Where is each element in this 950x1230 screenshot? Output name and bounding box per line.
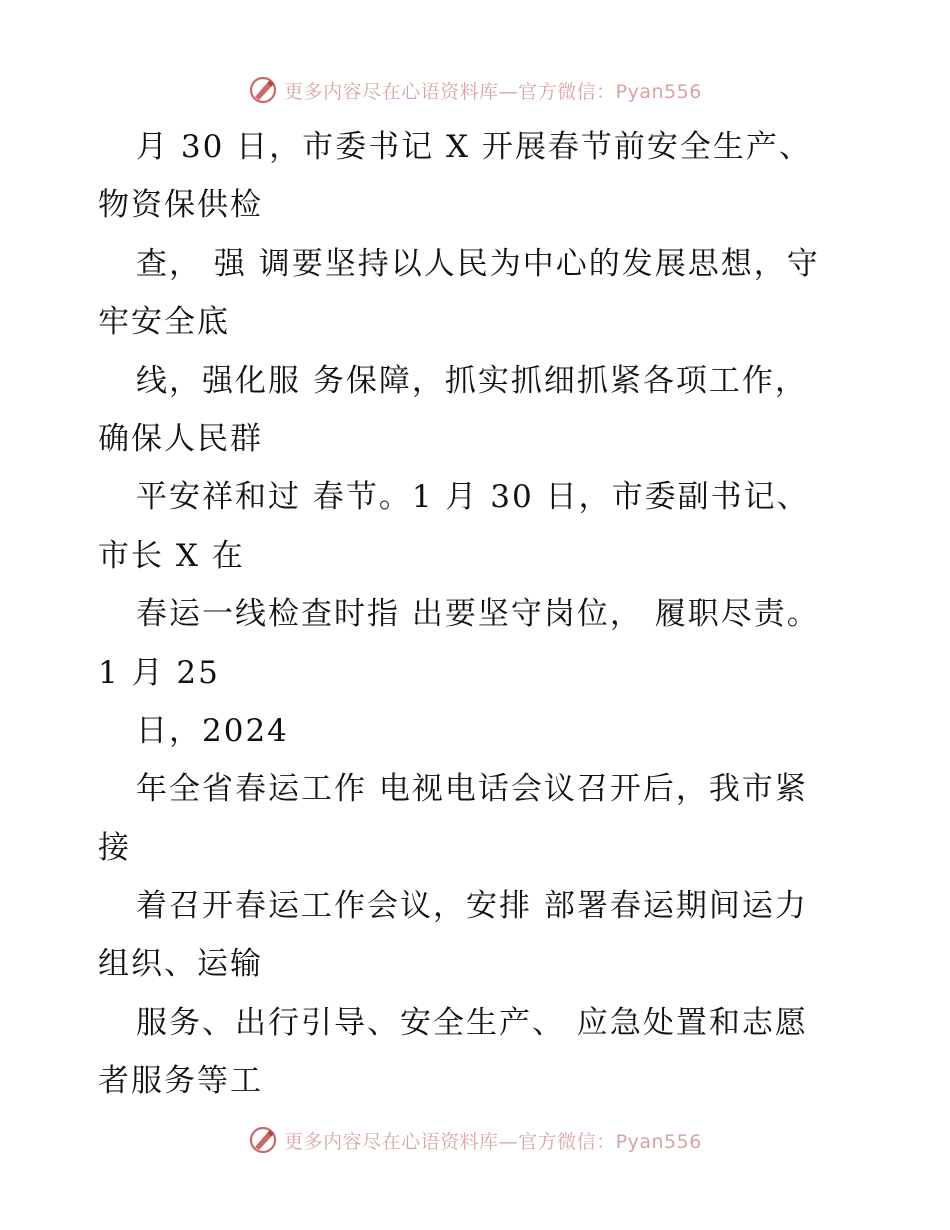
text-line: 查， 强 调要坚持以人民为中心的发展思想，守 (136, 245, 820, 282)
text-line: 牢安全底 (98, 304, 230, 341)
text-line: 服务、出行引导、安全生产、 应急处置和志愿 (136, 1004, 808, 1041)
text-line: 线，强化服 务保障，抓实抓细抓紧各项工作， (136, 362, 808, 399)
text-line: 市长 X 在 (98, 537, 245, 574)
text-line: 组织、运输 (98, 946, 263, 983)
pen-circle-logo-icon (248, 1125, 278, 1155)
watermark-text: 更多内容尽在心语资料库—官方微信：Pyan556 (284, 1130, 702, 1153)
text-line: 确保人民群 (98, 420, 263, 457)
footer-watermark (0, 1120, 950, 1160)
header-watermark (0, 70, 950, 110)
text-line: 物资保供检 (98, 187, 263, 224)
text-line: 1 月 25 (98, 654, 220, 691)
pen-circle-logo-icon (248, 75, 278, 105)
watermark-text: 更多内容尽在心语资料库—官方微信：Pyan556 (284, 80, 702, 103)
document-body (98, 118, 858, 1111)
text-line: 春运一线检查时指 出要坚守岗位， 履职尽责。 (136, 596, 820, 633)
text-line: 平安祥和过 春节。1 月 30 日，市委副书记、 (136, 479, 810, 516)
text-line: 日，2024 (136, 712, 289, 749)
text-line: 月 30 日，市委书记 X 开展春节前安全生产、 (136, 129, 812, 165)
text-line: 者服务等工 (98, 1063, 263, 1100)
text-line: 年全省春运工作 电视电话会议召开后，我市紧 (136, 771, 808, 808)
text-line: 着召开春运工作会议，安排 部署春运期间运力 (136, 888, 808, 925)
text-line: 接 (98, 829, 131, 866)
